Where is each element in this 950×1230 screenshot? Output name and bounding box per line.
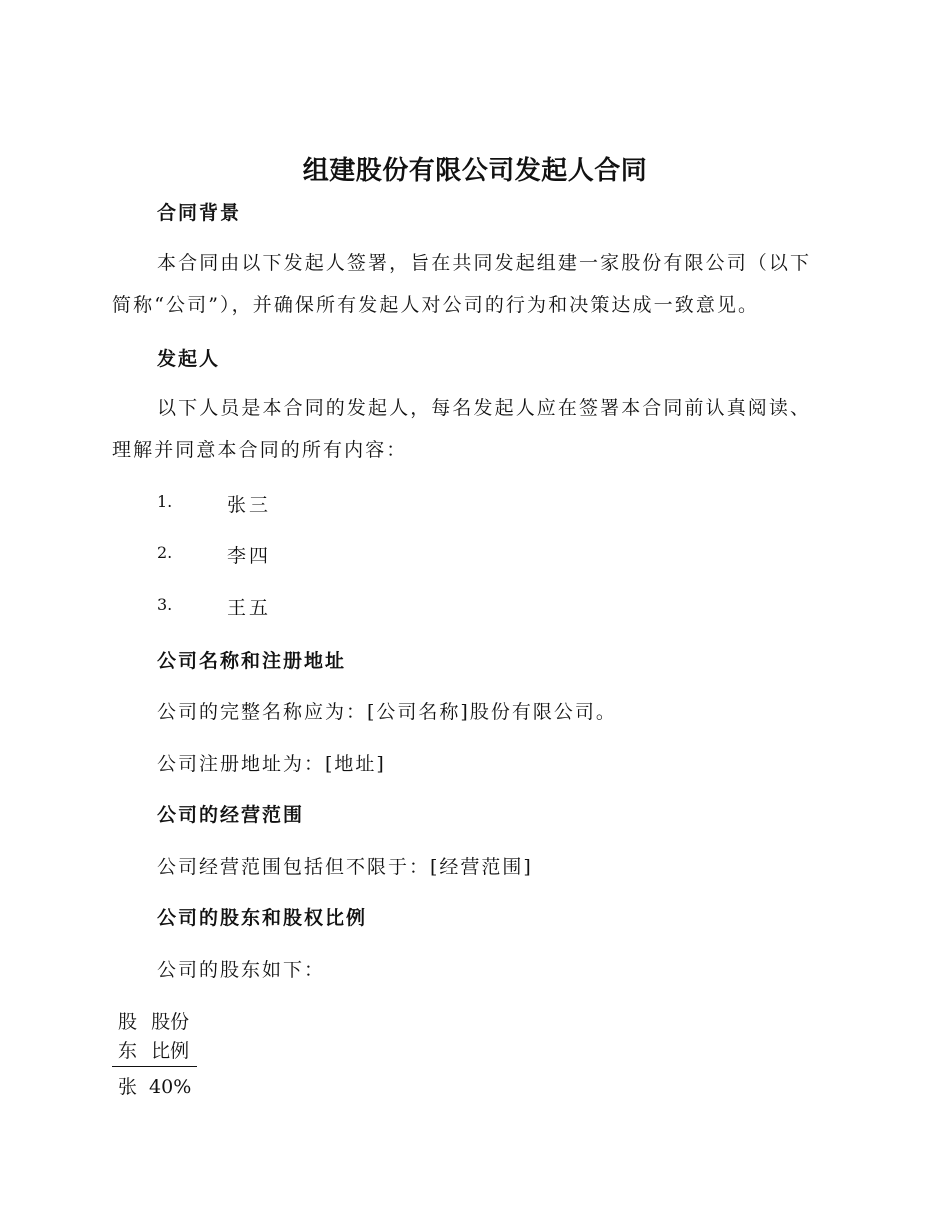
company-address-line: 公司注册地址为：[地址] (157, 753, 386, 775)
section-heading-business-scope: 公司的经营范围 (157, 804, 305, 826)
shareholders-table (112, 1008, 197, 1101)
founder-number: 2. (157, 543, 173, 562)
table-header-row (112, 1008, 197, 1067)
document-title: 组建股份有限公司发起人合同 (302, 156, 648, 186)
founders-paragraph (112, 387, 842, 471)
founder-name: 李四 (227, 545, 272, 567)
ratio-cell: 40% (149, 1076, 192, 1098)
founder-number: 3. (157, 595, 173, 614)
business-scope-line: 公司经营范围包括但不限于：[经营范围] (157, 856, 533, 878)
background-text-line2: 简称“公司”），并确保所有发起人对公司的行为和决策达成一致意见。 (112, 294, 760, 316)
background-text-line1: 本合同由以下发起人签署，旨在共同发起组建一家股份有限公司（以下 (157, 252, 812, 274)
founders-text-line2: 理解并同意本合同的所有内容： (112, 439, 408, 461)
background-paragraph (112, 242, 842, 326)
shareholder-cell: 张 (118, 1076, 138, 1098)
shareholders-intro: 公司的股东如下： (157, 959, 326, 981)
header-text: 股 (118, 1011, 138, 1033)
header-text: 股份 (151, 1011, 190, 1033)
header-text: 比例 (151, 1040, 190, 1062)
section-heading-background: 合同背景 (157, 202, 242, 224)
company-name-line: 公司的完整名称应为：[公司名称]股份有限公司。 (157, 701, 617, 723)
shareholder-column-header (112, 1008, 143, 1067)
founders-text-line1: 以下人员是本合同的发起人，每名发起人应在签署本合同前认真阅读、 (157, 397, 812, 419)
founder-number: 1. (157, 492, 173, 511)
section-heading-company-name: 公司名称和注册地址 (157, 650, 347, 672)
section-heading-shareholders: 公司的股东和股权比例 (157, 907, 368, 929)
founder-name: 张三 (227, 494, 272, 516)
ratio-column-header (143, 1008, 197, 1067)
section-heading-founders: 发起人 (157, 348, 221, 370)
table-row (112, 1067, 197, 1102)
founder-name: 王五 (227, 597, 272, 619)
header-text: 东 (118, 1040, 138, 1062)
